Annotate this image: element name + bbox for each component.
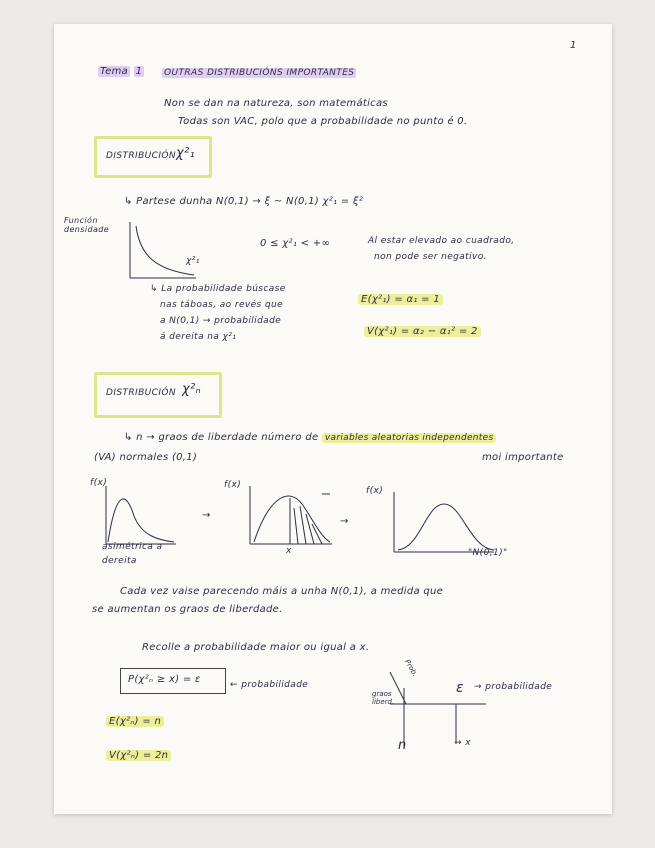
graph1-caption-1: asimétrica a xyxy=(102,542,163,552)
table-epsilon-note: → probabilidade xyxy=(474,682,553,692)
chi2-1-density-graph xyxy=(126,220,206,290)
formula-arrow-note: ← probabilidade xyxy=(230,680,309,690)
graph1-caption-2: dereita xyxy=(102,556,137,566)
tema-number: 1 xyxy=(135,66,143,77)
graph1-fx-label: f(x) xyxy=(90,478,108,488)
section1-definition xyxy=(124,196,363,207)
page-title xyxy=(162,68,356,78)
section1-range: 0 ≤ χ²₁ < +∞ xyxy=(260,238,331,249)
graph3-caption: "N(0,1)" xyxy=(468,548,508,558)
page-title-text: OUTRAS DISTRIBUCIÓNS IMPORTANTES xyxy=(164,68,355,78)
header-tema xyxy=(98,66,144,77)
arrow-icon: ↳ xyxy=(150,284,162,294)
arrow-right-icon-1: → xyxy=(202,510,211,521)
intro-line-1: Non se dan na natureza, son matemáticas xyxy=(164,98,388,109)
section2-definition-1 xyxy=(124,432,496,443)
section2-title: DISTRIBUCIÓN xyxy=(106,388,177,398)
section1-symbol: χ²₁ xyxy=(176,146,196,161)
graph2-x-label: x xyxy=(286,546,292,556)
tema-label: Tema xyxy=(100,66,129,77)
arrow-icon: ↳ xyxy=(124,432,137,443)
page-number: 1 xyxy=(570,40,577,51)
section2-variance-text: V(χ²ₙ) = 2n xyxy=(106,750,171,761)
arrow-icon: ↳ xyxy=(124,196,137,207)
chi2-1-graph-label: χ²₁ xyxy=(186,256,200,266)
prob-note-2: nas táboas, ao revés que xyxy=(160,300,284,310)
section2-note-2: se aumentan os graos de liberdade. xyxy=(92,604,283,615)
section2-note-1: Cada vez vaise parecendo máis a unha N(0,1), a medida que xyxy=(120,586,444,597)
section2-expectation xyxy=(106,716,164,727)
section2-symbol: χ²ₙ xyxy=(182,382,201,397)
table-n-label: n xyxy=(398,738,407,753)
section2-def-highlight: variables aleatorias independentes xyxy=(322,433,497,443)
prob-note-1-text: La probabilidade búscase xyxy=(161,284,286,294)
section1-variance-text: V(χ²₁) = α₂ − α₁² = 2 xyxy=(364,326,481,337)
density-label: Función densidade xyxy=(64,216,110,234)
section1-title: DISTRIBUCIÓN xyxy=(106,151,177,161)
formula-text: P(χ²ₙ ≥ x) = ε xyxy=(128,674,201,685)
prob-note-4: á dereita na χ²₁ xyxy=(160,332,237,342)
arrow-right-icon-2: → xyxy=(340,516,349,527)
table-rows-label: graos liberd. xyxy=(372,690,395,706)
section2-expectation-text: E(χ²ₙ) = n xyxy=(106,716,164,727)
prob-note-1 xyxy=(150,284,286,294)
range-note-2: non pode ser negativo. xyxy=(374,252,487,262)
table-x-label: → x xyxy=(454,738,471,748)
section2-definition-2: (VA) normales (0,1) xyxy=(94,452,198,463)
section1-from-text: Partese dunha N(0,1) → ξ ~ N(0,1) χ²₁ = ξ² xyxy=(136,196,364,207)
intro-line-2: Todas son VAC, polo que a probabilidade no punto é 0. xyxy=(178,116,468,127)
section1-expectation-text: E(χ²₁) = α₁ = 1 xyxy=(358,294,443,305)
range-note-1: Al estar elevado ao cuadrado, xyxy=(368,236,515,246)
section2-def-text: n → graos de liberdade número de xyxy=(136,432,319,443)
section1-expectation xyxy=(358,294,443,305)
table-epsilon: ε xyxy=(456,680,464,696)
section2-collect: Recolle a probabilidade maior ou igual a x. xyxy=(142,642,370,653)
table-corner-label: Prob. xyxy=(403,658,420,678)
prob-note-3: a N(0,1) → probabilidade xyxy=(160,316,282,326)
notebook-page xyxy=(54,24,612,814)
section2-definition-3: moi importante xyxy=(482,452,564,463)
section2-variance xyxy=(106,750,171,761)
section1-variance xyxy=(364,326,481,337)
graph2-fx-label: f(x) xyxy=(224,480,242,490)
graph3-fx-label: f(x) xyxy=(366,486,384,496)
